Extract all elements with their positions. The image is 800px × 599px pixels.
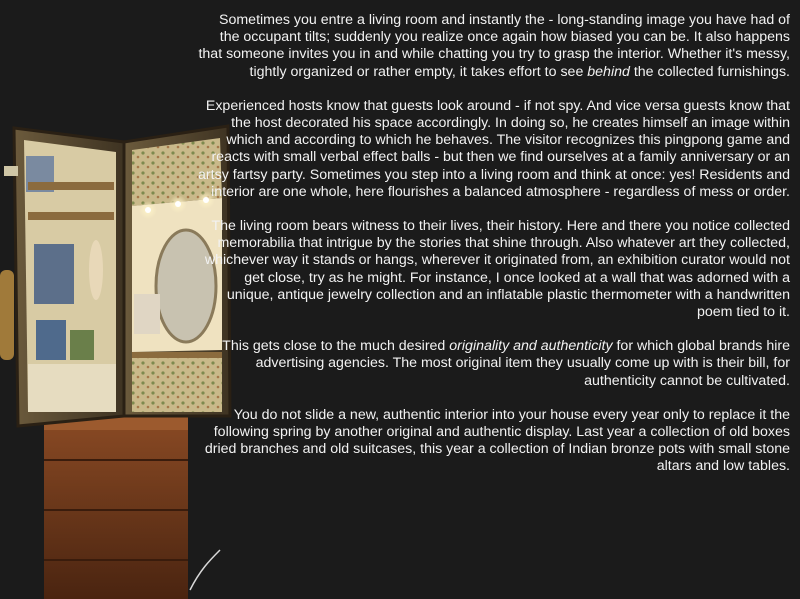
suitcase-handle: [0, 270, 14, 360]
latch: [4, 166, 18, 176]
wooden-pedestal: [44, 416, 188, 599]
power-cable: [190, 550, 220, 590]
suitcase-left-half: [14, 128, 124, 426]
paragraph-3: The living room bears witness to their lives, their history. Here and there you notice collected memorabilia that intrigue by the stories that shine through. Also whatever art they collected, whichever way it stands or hangs, wherever it originated from, an exhibition curator would not get close, try as he might. For instance, I once looked at a wall that was adorned with a unique, antique jewelry collection and an inflatable plastic thermometer with a handwritten poem tied to it.: [204, 218, 790, 321]
article-text: [196, 12, 790, 493]
paragraph-1: Sometimes you entre a living room and instantly the - long-standing image you have had of the occupant tilts; suddenly you realize once again how biased you can be. It also happens that someone invites you in and while chatting you try to grasp the interior. Whether it's messy, tightly organized or rather empty, it takes effort to see behind the collected furnishings.: [198, 12, 790, 80]
paragraph-2: Experienced hosts know that guests look around - if not spy. And vice versa guests know that the host decorated his space accordingly. In doing so, he creates himself an image within which and according to which he behaves. The visitor recognizes this pingpong game and reacts with small verbal effect balls - but then we find ourselves at a family anniversary or an artsy fartsy party. Sometimes you step into a living room and think at once: yes! Residents and interior are one whole, here flourishes a balanced atmosphere - regardless of mess or order.: [198, 97, 790, 200]
paragraph-5: You do not slide a new, authentic interior into your house every year only to replace it the following spring by another original and authentic display. Last year a collection of old boxes dried branches and old suitcases, this year a collection of Indian bronze pots with small stone altars and low tables.: [204, 406, 790, 475]
paragraph-4: This gets close to the much desired originality and authenticity for which global brands hire advertising agencies. The most original item they usually come up with is their bill, for authenticity cannot be cultivated.: [222, 338, 790, 389]
emphasis-originality: originality and authenticity: [449, 338, 613, 355]
emphasis-behind: behind: [587, 63, 630, 80]
